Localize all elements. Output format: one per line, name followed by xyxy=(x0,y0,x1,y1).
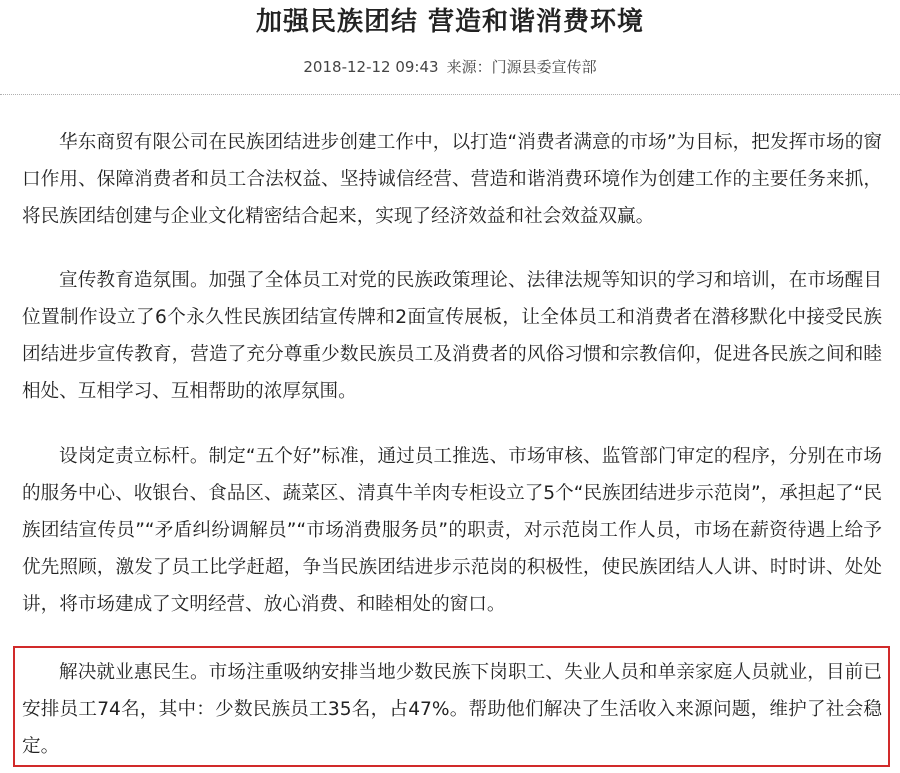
publish-datetime: 2018-12-12 09:43 xyxy=(303,58,439,76)
source-label: 来源： xyxy=(446,58,492,76)
article-title: 加强民族团结 营造和谐消费环境 xyxy=(255,7,645,37)
paragraph-employment: 解决就业惠民生。市场注重吸纳安排当地少数民族下岗职工、失业人员和单亲家庭人员就业，目前已安排员工74名，其中：少数民族员工35名，占47%。帮助他们解决了生活收入来源问题，维护了社会稳定。 xyxy=(22,662,882,757)
source-name: 门源县委宣传部 xyxy=(491,58,597,76)
header-divider xyxy=(0,94,900,95)
paragraph-publicity-education: 宣传教育造氛围。加强了全体员工对党的民族政策理论、法律法规等知识的学习和培训，在市场醒目位置制作设立了6个永久性民族团结宣传牌和2面宣传展板，让全体员工和消费者在潜移默化中接受民族团结进步宣传教育，营造了充分尊重少数民族员工及消费者的风俗习惯和宗教信仰，促进各民族之间和睦相处、互相学习、互相帮助的浓厚氛围。 xyxy=(22,270,882,402)
paragraph-model-posts: 设岗定责立标杆。制定“五个好”标准，通过员工推选、市场审核、监管部门审定的程序，分别在市场的服务中心、收银台、食品区、蔬菜区、清真牛羊肉专柜设立了5个“民族团结进步示范岗”，承担起了“民族团结宣传员”“矛盾纠纷调解员”“市场消费服务员”的职责，对示范岗工作人员，市场在薪资待遇上给予优先照顾，激发了员工比学赶超，争当民族团结进步示范岗的积极性，使民族团结人人讲、时时讲、处处讲，将市场建成了文明经营、放心消费、和睦相处的窗口。 xyxy=(22,446,882,615)
article-meta xyxy=(0,56,900,78)
paragraph-intro: 华东商贸有限公司在民族团结进步创建工作中，以打造“消费者满意的市场”为目标，把发挥市场的窗口作用、保障消费者和员工合法权益、坚持诚信经营、营造和谐消费环境作为创建工作的主要任务来抓，将民族团结创建与企业文化精密结合起来，实现了经济效益和社会效益双赢。 xyxy=(22,132,882,227)
